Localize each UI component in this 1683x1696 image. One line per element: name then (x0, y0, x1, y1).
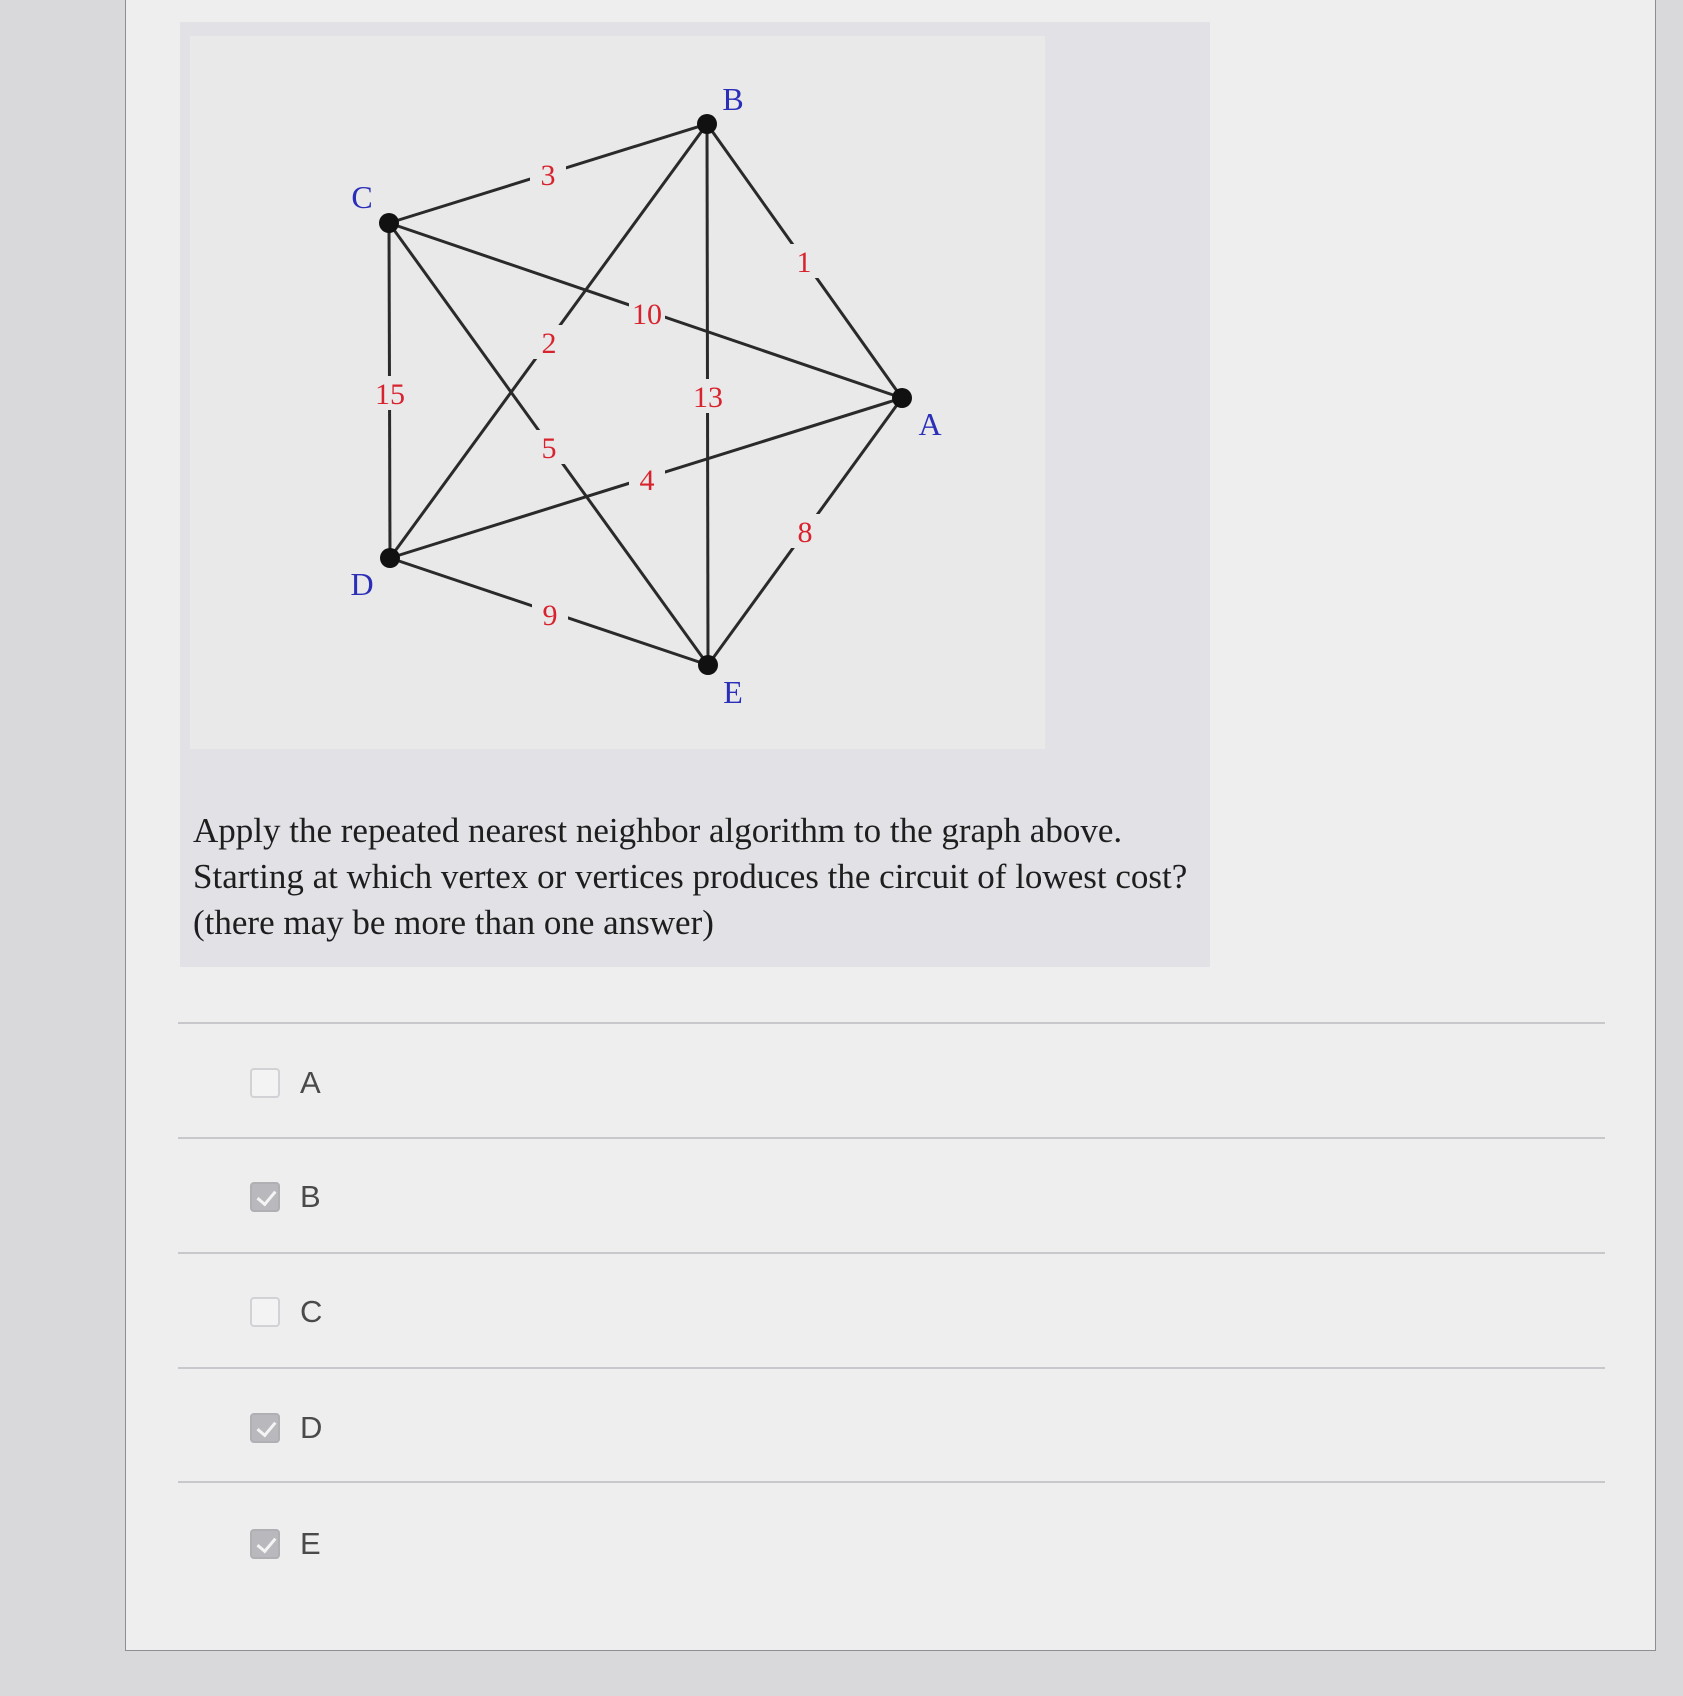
option-label: D (300, 1410, 323, 1445)
vertex-c (379, 213, 399, 233)
option-label: B (300, 1179, 321, 1214)
edge-weight-c-d: 15 (375, 378, 405, 411)
edge-weight-c-b: 3 (540, 159, 556, 192)
edge-weight-b-e: 13 (693, 381, 723, 414)
option-label: E (300, 1526, 321, 1561)
option-e[interactable] (250, 1514, 321, 1574)
checkbox-a[interactable] (250, 1068, 280, 1098)
vertex-a (892, 388, 912, 408)
option-a[interactable] (250, 1053, 321, 1113)
edge-weight-d-b: 2 (541, 327, 557, 360)
divider (178, 1022, 1605, 1024)
edge-weight-a-e: 8 (797, 516, 813, 549)
edge-weight-b-a: 1 (796, 246, 812, 279)
divider (178, 1367, 1605, 1369)
option-b[interactable] (250, 1167, 321, 1227)
divider (178, 1252, 1605, 1254)
option-label: C (300, 1294, 323, 1329)
option-label: A (300, 1065, 321, 1100)
divider (178, 1137, 1605, 1139)
checkbox-b[interactable] (250, 1182, 280, 1212)
option-c[interactable] (250, 1282, 322, 1342)
checkbox-d[interactable] (250, 1413, 280, 1443)
checkbox-e[interactable] (250, 1529, 280, 1559)
vertex-b (697, 114, 717, 134)
vertex-label-d: D (350, 566, 374, 602)
edge-weight-c-a: 10 (632, 298, 662, 331)
edge-weight-d-e: 9 (542, 599, 558, 632)
option-d[interactable] (250, 1398, 322, 1458)
vertex-d (380, 548, 400, 568)
vertex-e (698, 655, 718, 675)
vertex-label-a: A (918, 406, 942, 442)
vertex-label-e: E (723, 674, 743, 710)
question-text: Apply the repeated nearest neighbor algorithm to the graph above. Starting at which vertex or vertices produces the circuit of lowest cost? (there may be more than one answer) (193, 811, 1188, 942)
edge-weight-d-a: 4 (639, 464, 655, 497)
checkbox-c[interactable] (250, 1297, 280, 1327)
vertex-label-b: B (722, 81, 744, 117)
edge-weight-c-e: 5 (541, 432, 557, 465)
vertex-label-c: C (351, 179, 373, 215)
divider (178, 1481, 1605, 1483)
